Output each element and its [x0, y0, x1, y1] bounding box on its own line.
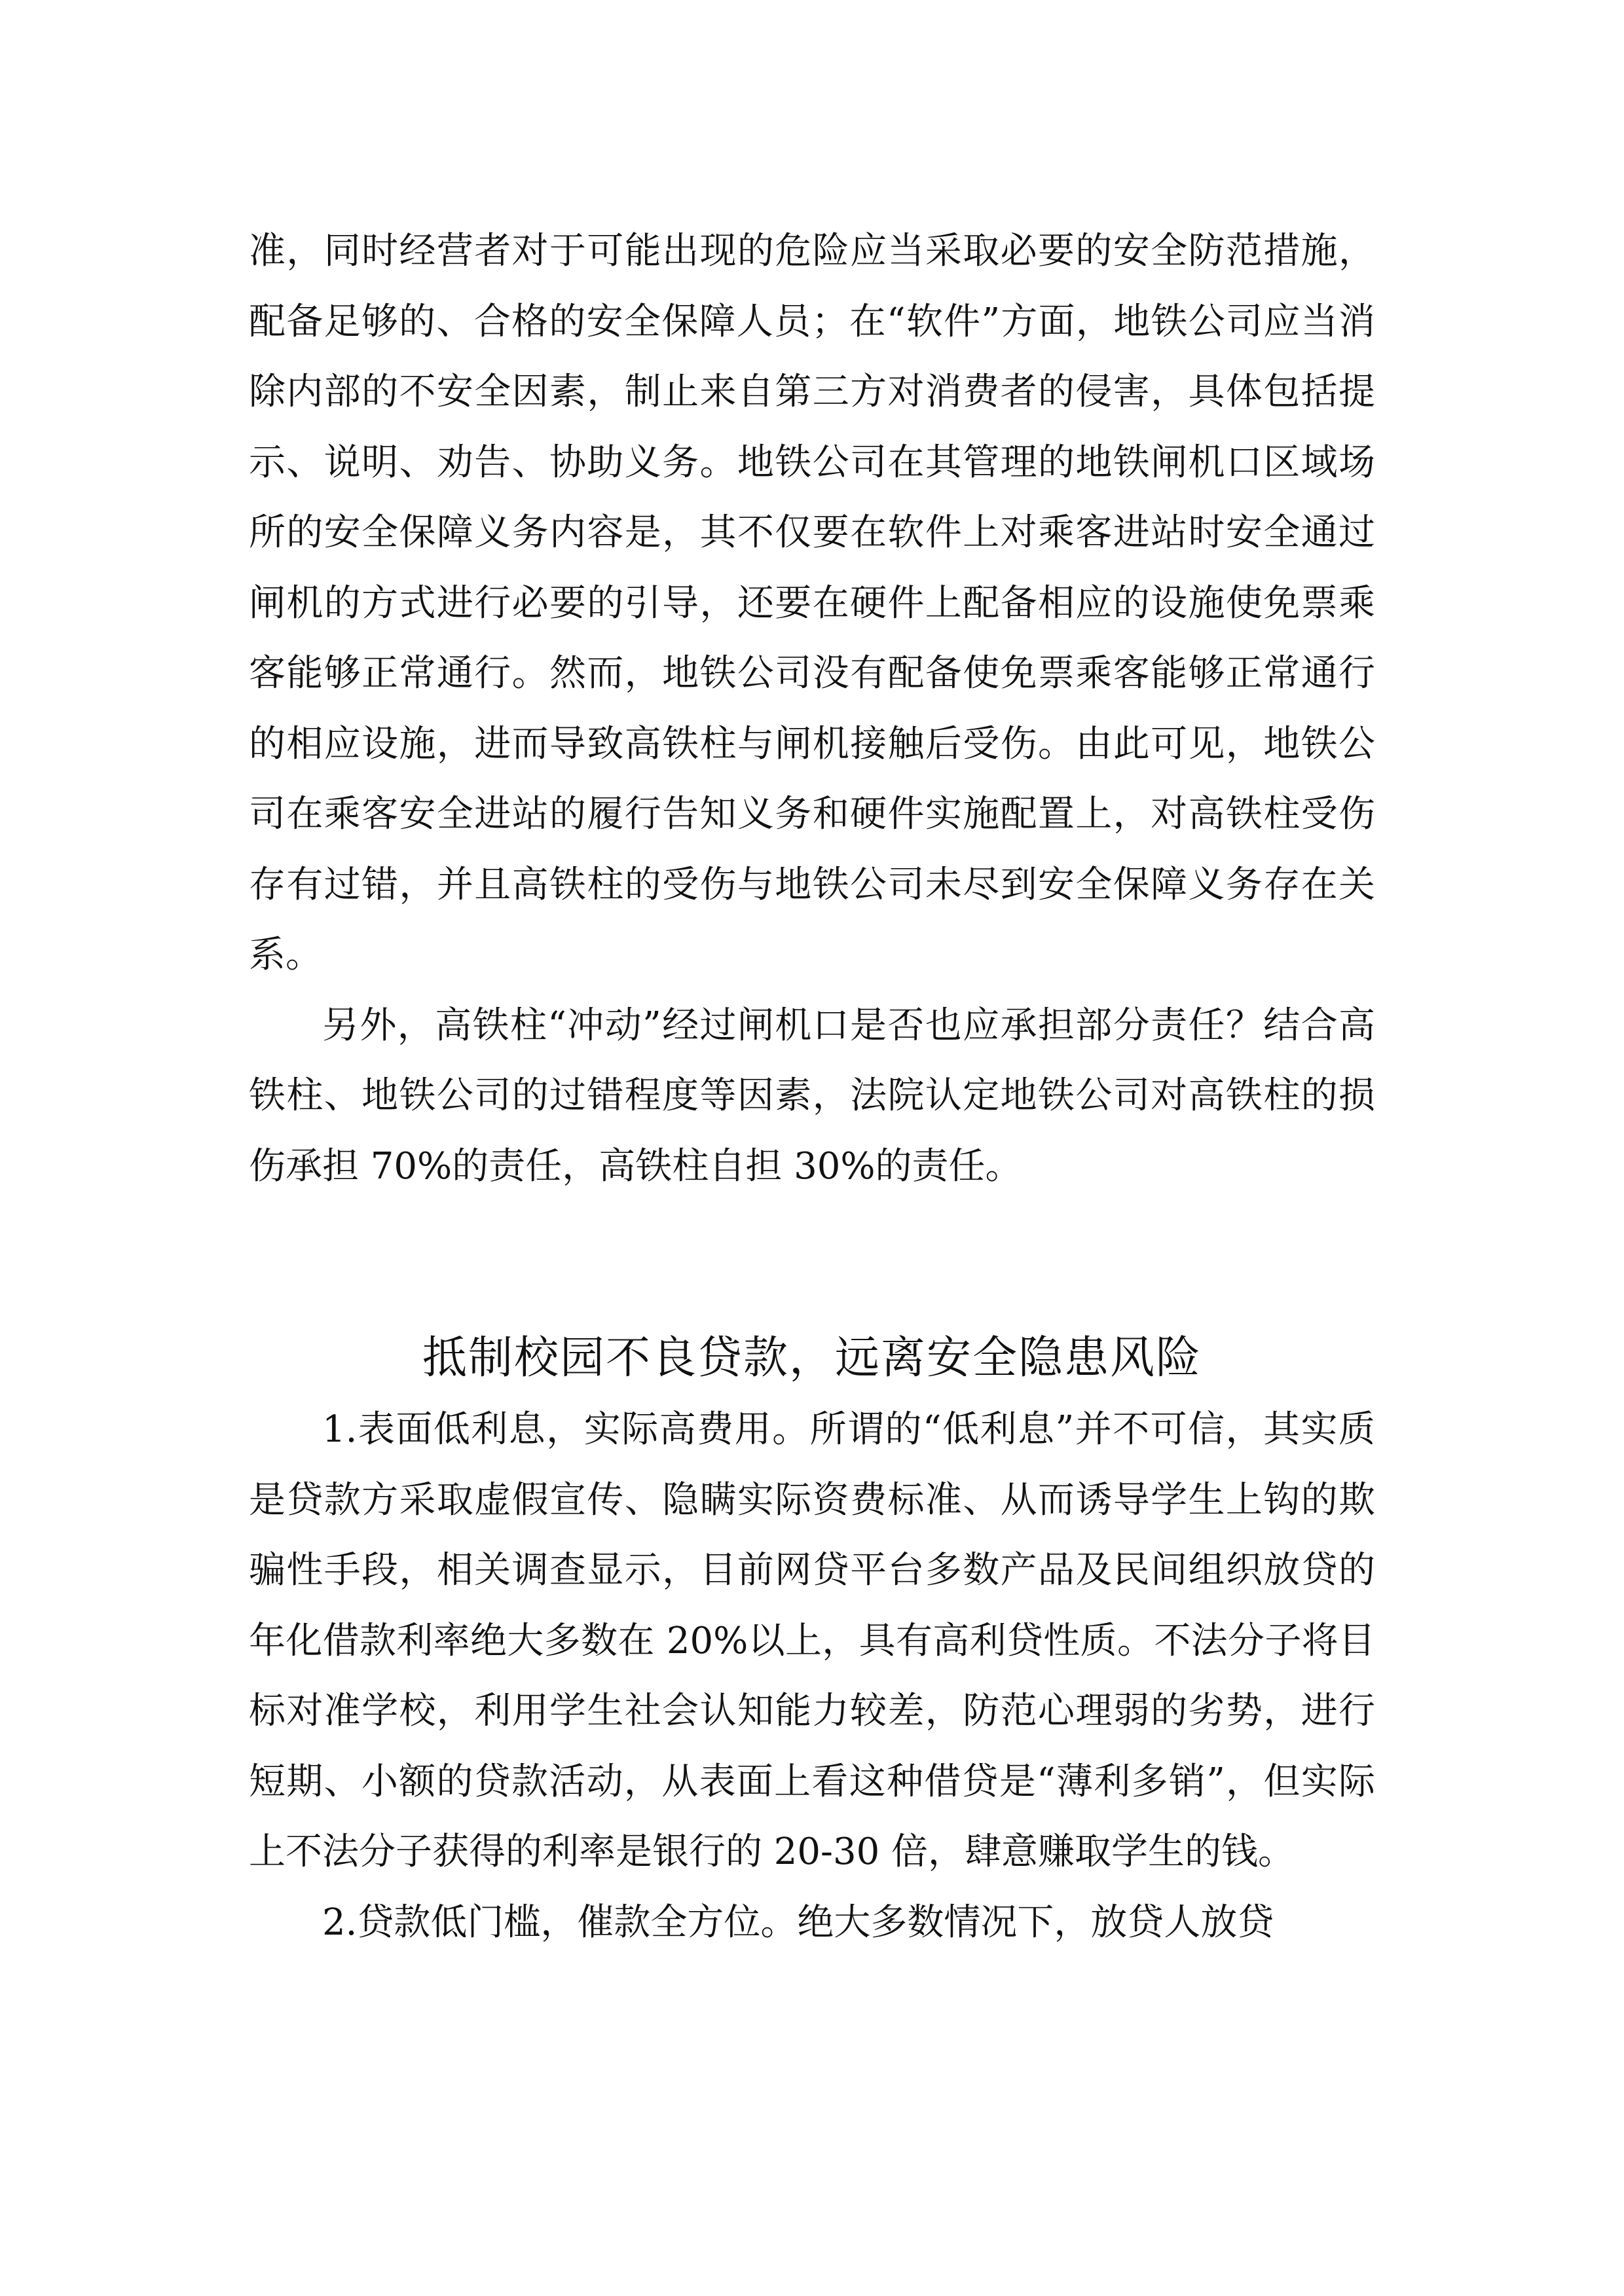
body-paragraph: 2.贷款低门槛，催款全方位。绝大多数情况下，放贷人放贷 [322, 1901, 1274, 1944]
section-title: 抵制校园不良贷款，远离安全隐患风险 [422, 1332, 1202, 1384]
document-page [249, 0, 1375, 2296]
campus-loan-section [249, 1322, 1375, 1958]
body-paragraph: 1.表面低利息，实际高费用。所谓的“低利息”并不可信，其实质是贷款方采取虚假宣传、隐瞒实际资费标准、从而诱导学生上钩的欺骗性手段，相关调查显示，目前网贷平台多数产品及民间组织放贷的年化借款利率绝大多数在 20%以上，具有高利贷性质。不法分子将目标对准学校，利用学生社会认知能力较差，防范心理弱的劣势，进行短期、小额的贷款活动，从表面上看这种借贷是“薄利多销”，但实际上不法分子获得的利率是银行的 20-30 倍，肆意赚取学生的钱。 [249, 1408, 1375, 1873]
body-paragraph: 准，同时经营者对于可能出现的危险应当采取必要的安全防范措施，配备足够的、合格的安全保障人员；在“软件”方面，地铁公司应当消除内部的不安全因素，制止来自第三方对消费者的侵害，具体包括提示、说明、劝告、协助义务。地铁公司在其管理的地铁闸机口区域场所的安全保障义务内容是，其不仅要在软件上对乘客进站时安全通过闸机的方式进行必要的引导，还要在硬件上配备相应的设施使免票乘客能够正常通行。然而，地铁公司没有配备使免票乘客能够正常通行的相应设施，进而导致高铁柱与闸机接触后受伤。由此可见，地铁公司在乘客安全进站的履行告知义务和硬件实施配置上，对高铁柱受伤存有过错，并且高铁柱的受伤与地铁公司未尽到安全保障义务存在关系。 [249, 230, 1375, 976]
body-paragraph: 另外，高铁柱“冲动”经过闸机口是否也应承担部分责任？结合高铁柱、地铁公司的过错程度等因素，法院认定地铁公司对高铁柱的损伤承担 70%的责任，高铁柱自担 30%的责任。 [249, 1004, 1375, 1188]
case-analysis-section [249, 216, 1375, 1201]
